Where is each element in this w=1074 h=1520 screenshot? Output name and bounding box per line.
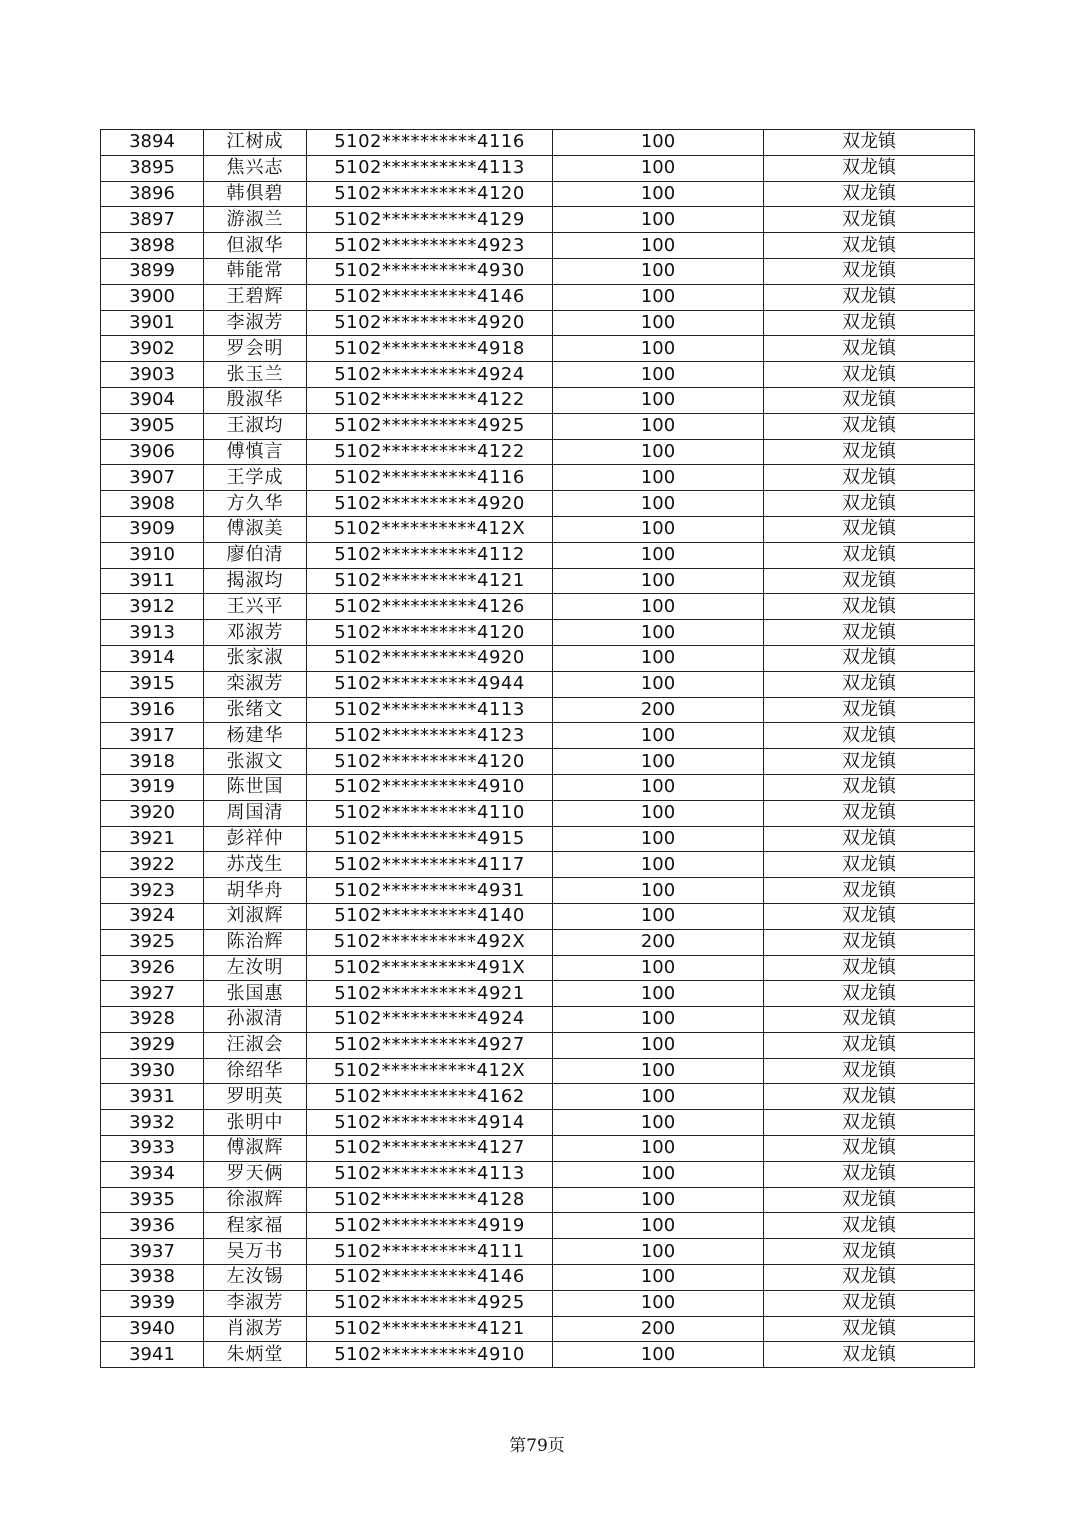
serial-number-cell: 3933 [101, 1136, 204, 1162]
amount-cell: 100 [553, 1084, 764, 1110]
amount-cell: 100 [553, 749, 764, 775]
amount-cell: 100 [553, 542, 764, 568]
name-cell: 肖淑芳 [204, 1316, 307, 1342]
amount-cell: 100 [553, 568, 764, 594]
id-number-cell: 5102**********4931 [307, 878, 553, 904]
serial-number-cell: 3904 [101, 387, 204, 413]
amount-cell: 100 [553, 1342, 764, 1368]
table-row [101, 1290, 975, 1316]
table-row [101, 387, 975, 413]
town-cell: 双龙镇 [764, 852, 975, 878]
name-cell: 彭祥仲 [204, 826, 307, 852]
table-row [101, 981, 975, 1007]
name-cell: 程家福 [204, 1213, 307, 1239]
id-number-cell: 5102**********4122 [307, 387, 553, 413]
town-cell: 双龙镇 [764, 362, 975, 388]
serial-number-cell: 3905 [101, 413, 204, 439]
serial-number-cell: 3901 [101, 310, 204, 336]
town-cell: 双龙镇 [764, 1213, 975, 1239]
town-cell: 双龙镇 [764, 181, 975, 207]
table-row [101, 594, 975, 620]
table-row [101, 800, 975, 826]
serial-number-cell: 3938 [101, 1265, 204, 1291]
name-cell: 左汝明 [204, 955, 307, 981]
name-cell: 焦兴志 [204, 155, 307, 181]
town-cell: 双龙镇 [764, 233, 975, 259]
town-cell: 双龙镇 [764, 387, 975, 413]
name-cell: 罗会明 [204, 336, 307, 362]
serial-number-cell: 3923 [101, 878, 204, 904]
amount-cell: 100 [553, 155, 764, 181]
serial-number-cell: 3924 [101, 903, 204, 929]
name-cell: 朱炳堂 [204, 1342, 307, 1368]
serial-number-cell: 3910 [101, 542, 204, 568]
name-cell: 栾淑芳 [204, 671, 307, 697]
table-row [101, 1032, 975, 1058]
amount-cell: 100 [553, 1265, 764, 1291]
id-number-cell: 5102**********4915 [307, 826, 553, 852]
id-number-cell: 5102**********4162 [307, 1084, 553, 1110]
town-cell: 双龙镇 [764, 955, 975, 981]
serial-number-cell: 3911 [101, 568, 204, 594]
id-number-cell: 5102**********4126 [307, 594, 553, 620]
town-cell: 双龙镇 [764, 620, 975, 646]
serial-number-cell: 3898 [101, 233, 204, 259]
serial-number-cell: 3921 [101, 826, 204, 852]
name-cell: 汪淑会 [204, 1032, 307, 1058]
table-row [101, 491, 975, 517]
table-row [101, 130, 975, 156]
table-row [101, 671, 975, 697]
amount-cell: 100 [553, 284, 764, 310]
id-number-cell: 5102**********4920 [307, 491, 553, 517]
serial-number-cell: 3917 [101, 723, 204, 749]
name-cell: 傅淑辉 [204, 1136, 307, 1162]
id-number-cell: 5102**********4918 [307, 336, 553, 362]
amount-cell: 100 [553, 439, 764, 465]
id-number-cell: 5102**********4146 [307, 284, 553, 310]
serial-number-cell: 3906 [101, 439, 204, 465]
amount-cell: 100 [553, 878, 764, 904]
amount-cell: 100 [553, 362, 764, 388]
serial-number-cell: 3900 [101, 284, 204, 310]
amount-cell: 100 [553, 1290, 764, 1316]
id-number-cell: 5102**********491X [307, 955, 553, 981]
town-cell: 双龙镇 [764, 1265, 975, 1291]
serial-number-cell: 3925 [101, 929, 204, 955]
serial-number-cell: 3895 [101, 155, 204, 181]
table-row [101, 258, 975, 284]
serial-number-cell: 3899 [101, 258, 204, 284]
amount-cell: 100 [553, 620, 764, 646]
amount-cell: 100 [553, 774, 764, 800]
name-cell: 陈世国 [204, 774, 307, 800]
amount-cell: 200 [553, 929, 764, 955]
name-cell: 李淑芳 [204, 310, 307, 336]
table-row [101, 1187, 975, 1213]
serial-number-cell: 3940 [101, 1316, 204, 1342]
amount-cell: 100 [553, 800, 764, 826]
town-cell: 双龙镇 [764, 1007, 975, 1033]
town-cell: 双龙镇 [764, 336, 975, 362]
table-row [101, 697, 975, 723]
town-cell: 双龙镇 [764, 130, 975, 156]
serial-number-cell: 3939 [101, 1290, 204, 1316]
table-row [101, 723, 975, 749]
id-number-cell: 5102**********4925 [307, 1290, 553, 1316]
serial-number-cell: 3912 [101, 594, 204, 620]
table-row [101, 1239, 975, 1265]
page-number: 第79页 [509, 1436, 565, 1456]
town-cell: 双龙镇 [764, 723, 975, 749]
id-number-cell: 5102**********492X [307, 929, 553, 955]
town-cell: 双龙镇 [764, 207, 975, 233]
town-cell: 双龙镇 [764, 1032, 975, 1058]
amount-cell: 100 [553, 516, 764, 542]
town-cell: 双龙镇 [764, 774, 975, 800]
serial-number-cell: 3922 [101, 852, 204, 878]
name-cell: 吴万书 [204, 1239, 307, 1265]
table-row [101, 233, 975, 259]
id-number-cell: 5102**********4116 [307, 130, 553, 156]
id-number-cell: 5102**********4924 [307, 1007, 553, 1033]
serial-number-cell: 3903 [101, 362, 204, 388]
name-cell: 韩俱碧 [204, 181, 307, 207]
name-cell: 陈治辉 [204, 929, 307, 955]
table-row [101, 1161, 975, 1187]
town-cell: 双龙镇 [764, 1161, 975, 1187]
town-cell: 双龙镇 [764, 1187, 975, 1213]
amount-cell: 100 [553, 336, 764, 362]
amount-cell: 100 [553, 645, 764, 671]
table-row [101, 1213, 975, 1239]
id-number-cell: 5102**********4921 [307, 981, 553, 1007]
town-cell: 双龙镇 [764, 1058, 975, 1084]
name-cell: 江树成 [204, 130, 307, 156]
table-row [101, 1342, 975, 1368]
serial-number-cell: 3894 [101, 130, 204, 156]
name-cell: 杨建华 [204, 723, 307, 749]
id-number-cell: 5102**********4110 [307, 800, 553, 826]
table-row [101, 413, 975, 439]
name-cell: 殷淑华 [204, 387, 307, 413]
name-cell: 罗明英 [204, 1084, 307, 1110]
table-row [101, 568, 975, 594]
name-cell: 揭淑均 [204, 568, 307, 594]
town-cell: 双龙镇 [764, 465, 975, 491]
id-number-cell: 5102**********4113 [307, 155, 553, 181]
table-row [101, 1058, 975, 1084]
id-number-cell: 5102**********4944 [307, 671, 553, 697]
serial-number-cell: 3916 [101, 697, 204, 723]
amount-cell: 100 [553, 181, 764, 207]
name-cell: 张家淑 [204, 645, 307, 671]
town-cell: 双龙镇 [764, 981, 975, 1007]
serial-number-cell: 3926 [101, 955, 204, 981]
name-cell: 徐淑辉 [204, 1187, 307, 1213]
table-row [101, 439, 975, 465]
amount-cell: 100 [553, 826, 764, 852]
serial-number-cell: 3934 [101, 1161, 204, 1187]
town-cell: 双龙镇 [764, 1290, 975, 1316]
town-cell: 双龙镇 [764, 413, 975, 439]
amount-cell: 200 [553, 1316, 764, 1342]
name-cell: 左汝锡 [204, 1265, 307, 1291]
amount-cell: 100 [553, 1058, 764, 1084]
serial-number-cell: 3915 [101, 671, 204, 697]
serial-number-cell: 3909 [101, 516, 204, 542]
table-row [101, 155, 975, 181]
town-cell: 双龙镇 [764, 697, 975, 723]
table-row [101, 207, 975, 233]
amount-cell: 100 [553, 981, 764, 1007]
serial-number-cell: 3896 [101, 181, 204, 207]
serial-number-cell: 3913 [101, 620, 204, 646]
amount-cell: 100 [553, 1007, 764, 1033]
name-cell: 胡华舟 [204, 878, 307, 904]
table-row [101, 310, 975, 336]
town-cell: 双龙镇 [764, 439, 975, 465]
id-number-cell: 5102**********4127 [307, 1136, 553, 1162]
amount-cell: 100 [553, 465, 764, 491]
amount-cell: 100 [553, 413, 764, 439]
name-cell: 王碧辉 [204, 284, 307, 310]
id-number-cell: 5102**********4919 [307, 1213, 553, 1239]
town-cell: 双龙镇 [764, 1110, 975, 1136]
id-number-cell: 5102**********412X [307, 1058, 553, 1084]
name-cell: 刘淑辉 [204, 903, 307, 929]
town-cell: 双龙镇 [764, 1316, 975, 1342]
town-cell: 双龙镇 [764, 516, 975, 542]
amount-cell: 100 [553, 491, 764, 517]
id-number-cell: 5102**********4117 [307, 852, 553, 878]
table-row [101, 284, 975, 310]
id-number-cell: 5102**********4120 [307, 620, 553, 646]
amount-cell: 100 [553, 1213, 764, 1239]
roster-table [100, 129, 975, 1368]
id-number-cell: 5102**********4930 [307, 258, 553, 284]
id-number-cell: 5102**********4120 [307, 749, 553, 775]
amount-cell: 100 [553, 723, 764, 749]
serial-number-cell: 3920 [101, 800, 204, 826]
name-cell: 苏茂生 [204, 852, 307, 878]
id-number-cell: 5102**********4120 [307, 181, 553, 207]
name-cell: 王淑均 [204, 413, 307, 439]
amount-cell: 100 [553, 310, 764, 336]
table-row [101, 362, 975, 388]
amount-cell: 100 [553, 594, 764, 620]
serial-number-cell: 3907 [101, 465, 204, 491]
id-number-cell: 5102**********4121 [307, 568, 553, 594]
table-row [101, 1084, 975, 1110]
town-cell: 双龙镇 [764, 878, 975, 904]
table-row [101, 878, 975, 904]
table-row [101, 516, 975, 542]
town-cell: 双龙镇 [764, 903, 975, 929]
town-cell: 双龙镇 [764, 1239, 975, 1265]
name-cell: 李淑芳 [204, 1290, 307, 1316]
name-cell: 傅慎言 [204, 439, 307, 465]
amount-cell: 100 [553, 1032, 764, 1058]
name-cell: 孙淑清 [204, 1007, 307, 1033]
id-number-cell: 5102**********4111 [307, 1239, 553, 1265]
amount-cell: 100 [553, 852, 764, 878]
serial-number-cell: 3928 [101, 1007, 204, 1033]
name-cell: 韩能常 [204, 258, 307, 284]
town-cell: 双龙镇 [764, 749, 975, 775]
id-number-cell: 5102**********4914 [307, 1110, 553, 1136]
table-row [101, 1110, 975, 1136]
serial-number-cell: 3919 [101, 774, 204, 800]
table-row [101, 749, 975, 775]
table-row [101, 336, 975, 362]
table-row [101, 645, 975, 671]
table-row [101, 1316, 975, 1342]
town-cell: 双龙镇 [764, 155, 975, 181]
name-cell: 徐绍华 [204, 1058, 307, 1084]
table-row [101, 1007, 975, 1033]
name-cell: 张绪文 [204, 697, 307, 723]
name-cell: 王学成 [204, 465, 307, 491]
id-number-cell: 5102**********4112 [307, 542, 553, 568]
id-number-cell: 5102**********4123 [307, 723, 553, 749]
serial-number-cell: 3927 [101, 981, 204, 1007]
town-cell: 双龙镇 [764, 568, 975, 594]
id-number-cell: 5102**********4925 [307, 413, 553, 439]
table-row [101, 465, 975, 491]
town-cell: 双龙镇 [764, 1136, 975, 1162]
name-cell: 游淑兰 [204, 207, 307, 233]
name-cell: 王兴平 [204, 594, 307, 620]
id-number-cell: 5102**********4121 [307, 1316, 553, 1342]
serial-number-cell: 3937 [101, 1239, 204, 1265]
table-row [101, 181, 975, 207]
id-number-cell: 5102**********4910 [307, 1342, 553, 1368]
serial-number-cell: 3914 [101, 645, 204, 671]
table-row [101, 774, 975, 800]
table-row [101, 955, 975, 981]
serial-number-cell: 3918 [101, 749, 204, 775]
name-cell: 张明中 [204, 1110, 307, 1136]
id-number-cell: 5102**********4113 [307, 697, 553, 723]
name-cell: 周国清 [204, 800, 307, 826]
serial-number-cell: 3897 [101, 207, 204, 233]
amount-cell: 100 [553, 233, 764, 259]
name-cell: 张国惠 [204, 981, 307, 1007]
name-cell: 方久华 [204, 491, 307, 517]
id-number-cell: 5102**********4146 [307, 1265, 553, 1291]
town-cell: 双龙镇 [764, 310, 975, 336]
serial-number-cell: 3935 [101, 1187, 204, 1213]
id-number-cell: 5102**********4113 [307, 1161, 553, 1187]
table-row [101, 542, 975, 568]
serial-number-cell: 3929 [101, 1032, 204, 1058]
id-number-cell: 5102**********4910 [307, 774, 553, 800]
amount-cell: 100 [553, 130, 764, 156]
id-number-cell: 5102**********4920 [307, 310, 553, 336]
name-cell: 张玉兰 [204, 362, 307, 388]
serial-number-cell: 3936 [101, 1213, 204, 1239]
name-cell: 罗天俩 [204, 1161, 307, 1187]
amount-cell: 100 [553, 1110, 764, 1136]
name-cell: 傅淑美 [204, 516, 307, 542]
town-cell: 双龙镇 [764, 594, 975, 620]
town-cell: 双龙镇 [764, 826, 975, 852]
town-cell: 双龙镇 [764, 491, 975, 517]
amount-cell: 100 [553, 903, 764, 929]
serial-number-cell: 3932 [101, 1110, 204, 1136]
town-cell: 双龙镇 [764, 929, 975, 955]
roster-table-body [101, 130, 975, 1368]
town-cell: 双龙镇 [764, 542, 975, 568]
amount-cell: 100 [553, 1136, 764, 1162]
id-number-cell: 5102**********4116 [307, 465, 553, 491]
amount-cell: 100 [553, 1161, 764, 1187]
town-cell: 双龙镇 [764, 645, 975, 671]
amount-cell: 100 [553, 955, 764, 981]
table-row [101, 852, 975, 878]
id-number-cell: 5102**********4128 [307, 1187, 553, 1213]
table-row [101, 929, 975, 955]
serial-number-cell: 3908 [101, 491, 204, 517]
town-cell: 双龙镇 [764, 671, 975, 697]
name-cell: 但淑华 [204, 233, 307, 259]
id-number-cell: 5102**********4122 [307, 439, 553, 465]
serial-number-cell: 3930 [101, 1058, 204, 1084]
town-cell: 双龙镇 [764, 1342, 975, 1368]
name-cell: 廖伯清 [204, 542, 307, 568]
id-number-cell: 5102**********4923 [307, 233, 553, 259]
town-cell: 双龙镇 [764, 284, 975, 310]
serial-number-cell: 3902 [101, 336, 204, 362]
id-number-cell: 5102**********4924 [307, 362, 553, 388]
id-number-cell: 5102**********4920 [307, 645, 553, 671]
town-cell: 双龙镇 [764, 258, 975, 284]
name-cell: 张淑文 [204, 749, 307, 775]
table-row [101, 903, 975, 929]
table-row [101, 620, 975, 646]
id-number-cell: 5102**********4129 [307, 207, 553, 233]
id-number-cell: 5102**********4927 [307, 1032, 553, 1058]
town-cell: 双龙镇 [764, 1084, 975, 1110]
serial-number-cell: 3941 [101, 1342, 204, 1368]
amount-cell: 100 [553, 1187, 764, 1213]
table-row [101, 1136, 975, 1162]
amount-cell: 100 [553, 671, 764, 697]
amount-cell: 100 [553, 387, 764, 413]
id-number-cell: 5102**********4140 [307, 903, 553, 929]
town-cell: 双龙镇 [764, 800, 975, 826]
name-cell: 邓淑芳 [204, 620, 307, 646]
amount-cell: 100 [553, 207, 764, 233]
serial-number-cell: 3931 [101, 1084, 204, 1110]
amount-cell: 100 [553, 258, 764, 284]
id-number-cell: 5102**********412X [307, 516, 553, 542]
table-row [101, 1265, 975, 1291]
amount-cell: 200 [553, 697, 764, 723]
amount-cell: 100 [553, 1239, 764, 1265]
table-row [101, 826, 975, 852]
